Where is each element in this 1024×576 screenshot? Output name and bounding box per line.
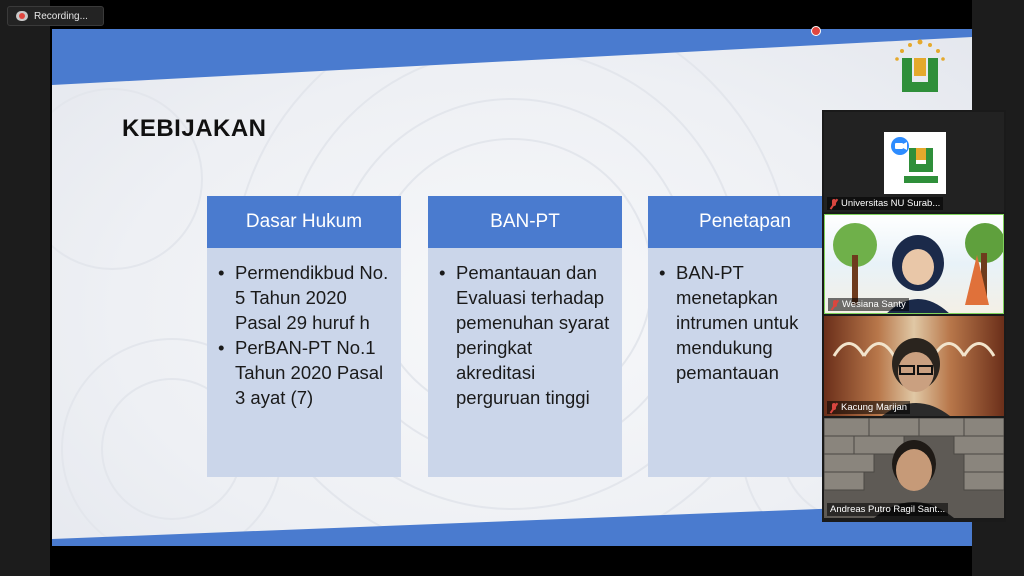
participant-name-tag <box>827 197 943 210</box>
column-body <box>428 248 622 477</box>
participant-name-tag <box>827 503 948 516</box>
recording-label: Recording... <box>34 10 88 22</box>
participant-name: Universitas NU Surab... <box>841 198 941 209</box>
column-heading: BAN-PT <box>428 196 622 248</box>
recording-indicator[interactable] <box>7 6 104 26</box>
recording-dot <box>811 26 821 36</box>
bullet-item: • Pemantauan dan Evaluasi terhadap pemenuhan syarat peringkat akreditasi perguruan tinggi <box>436 260 616 410</box>
column-dasar-hukum <box>207 196 401 477</box>
column-heading: Penetapan <box>648 196 842 248</box>
participant-gallery <box>822 110 1006 522</box>
mic-muted-icon <box>830 199 838 209</box>
left-letterbox <box>0 0 50 576</box>
participant-name-tag <box>828 298 909 311</box>
participant-name: Kacung Marijan <box>841 402 908 413</box>
mic-muted-icon <box>831 300 839 310</box>
bullet-item: • Permendikbud No. 5 Tahun 2020 Pasal 29 huruf h <box>215 260 395 335</box>
column-heading: Dasar Hukum <box>207 196 401 248</box>
participant-name: Andreas Putro Ragil Sant... <box>830 504 946 515</box>
participant-tile[interactable] <box>824 214 1004 314</box>
recording-icon <box>16 11 28 21</box>
bullet-item: • BAN-PT menetapkan intrumen untuk mendukung pemantauan <box>656 260 836 385</box>
slide-title: KEBIJAKAN <box>122 115 267 142</box>
participant-tile[interactable] <box>824 112 1004 212</box>
participant-name: Wesiana Santy <box>842 299 906 310</box>
column-body <box>207 248 401 477</box>
unusa-logo <box>888 36 952 112</box>
column-body <box>648 248 842 477</box>
column-ban-pt <box>428 196 622 477</box>
participant-tile[interactable] <box>824 316 1004 416</box>
mic-muted-icon <box>830 403 838 413</box>
column-penetapan <box>648 196 842 477</box>
bullet-item: • PerBAN-PT No.1 Tahun 2020 Pasal 3 ayat (7) <box>215 335 395 410</box>
top-band <box>52 29 972 85</box>
participant-tile[interactable] <box>824 418 1004 518</box>
participant-name-tag <box>827 401 910 414</box>
